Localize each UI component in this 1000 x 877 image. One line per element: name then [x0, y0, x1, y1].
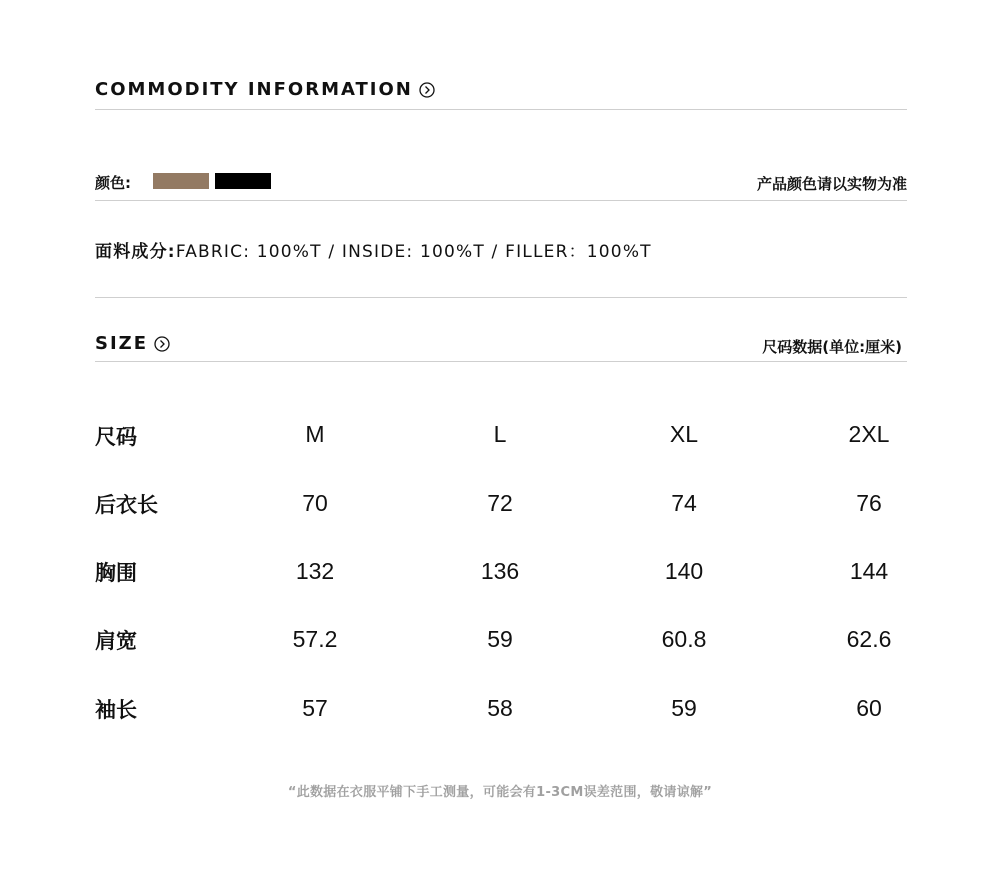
table-cell: L	[493, 421, 507, 447]
material-value: FABRIC: 100%T / INSIDE: 100%T / FILLER：100%T	[175, 242, 652, 262]
divider	[95, 361, 907, 362]
chevron-circle-right-icon	[419, 82, 435, 98]
commodity-title-text: COMMODITY INFORMATION	[95, 79, 413, 100]
table-cell: 70	[302, 490, 328, 516]
table-cell: 60.8	[661, 626, 707, 652]
table-cell: 57.2	[292, 626, 338, 652]
color-label: 颜色:	[95, 174, 131, 192]
table-cell: XL	[669, 421, 699, 447]
size-title-text: SIZE	[95, 333, 149, 354]
color-note: 产品颜色请以实物为准	[756, 175, 907, 193]
table-cell: 2XL	[848, 421, 890, 447]
size-section-title	[95, 333, 170, 354]
material-label: 面料成分:	[95, 242, 176, 262]
divider	[95, 297, 907, 298]
table-cell: M	[305, 421, 325, 447]
divider	[95, 200, 907, 201]
table-cell: 59	[487, 626, 513, 652]
row-label: 袖长	[95, 698, 137, 722]
table-cell: 58	[487, 695, 513, 721]
table-cell: 59	[671, 695, 697, 721]
material-info	[95, 237, 652, 262]
table-cell: 140	[664, 558, 704, 584]
table-cell: 74	[671, 490, 697, 516]
size-unit-note: 尺码数据(单位:厘米)	[762, 338, 902, 356]
table-cell: 76	[856, 490, 882, 516]
color-swatch-brown[interactable]	[153, 173, 209, 189]
table-cell: 60	[856, 695, 882, 721]
table-cell: 72	[487, 490, 513, 516]
table-cell: 57	[302, 695, 328, 721]
row-label: 胸围	[95, 561, 137, 585]
table-cell: 132	[295, 558, 335, 584]
row-label: 后衣长	[95, 493, 158, 517]
color-swatch-black[interactable]	[215, 173, 271, 189]
table-cell: 62.6	[846, 626, 892, 652]
row-label: 肩宽	[95, 629, 137, 653]
table-cell: 136	[480, 558, 520, 584]
measurement-footnote: “此数据在衣服平铺下手工测量，可能会有1-3CM误差范围，敬请谅解”	[287, 785, 713, 800]
commodity-section-title	[95, 79, 435, 100]
chevron-circle-right-icon	[154, 336, 170, 352]
divider	[95, 109, 907, 110]
row-label: 尺码	[95, 425, 137, 449]
table-cell: 144	[849, 558, 889, 584]
